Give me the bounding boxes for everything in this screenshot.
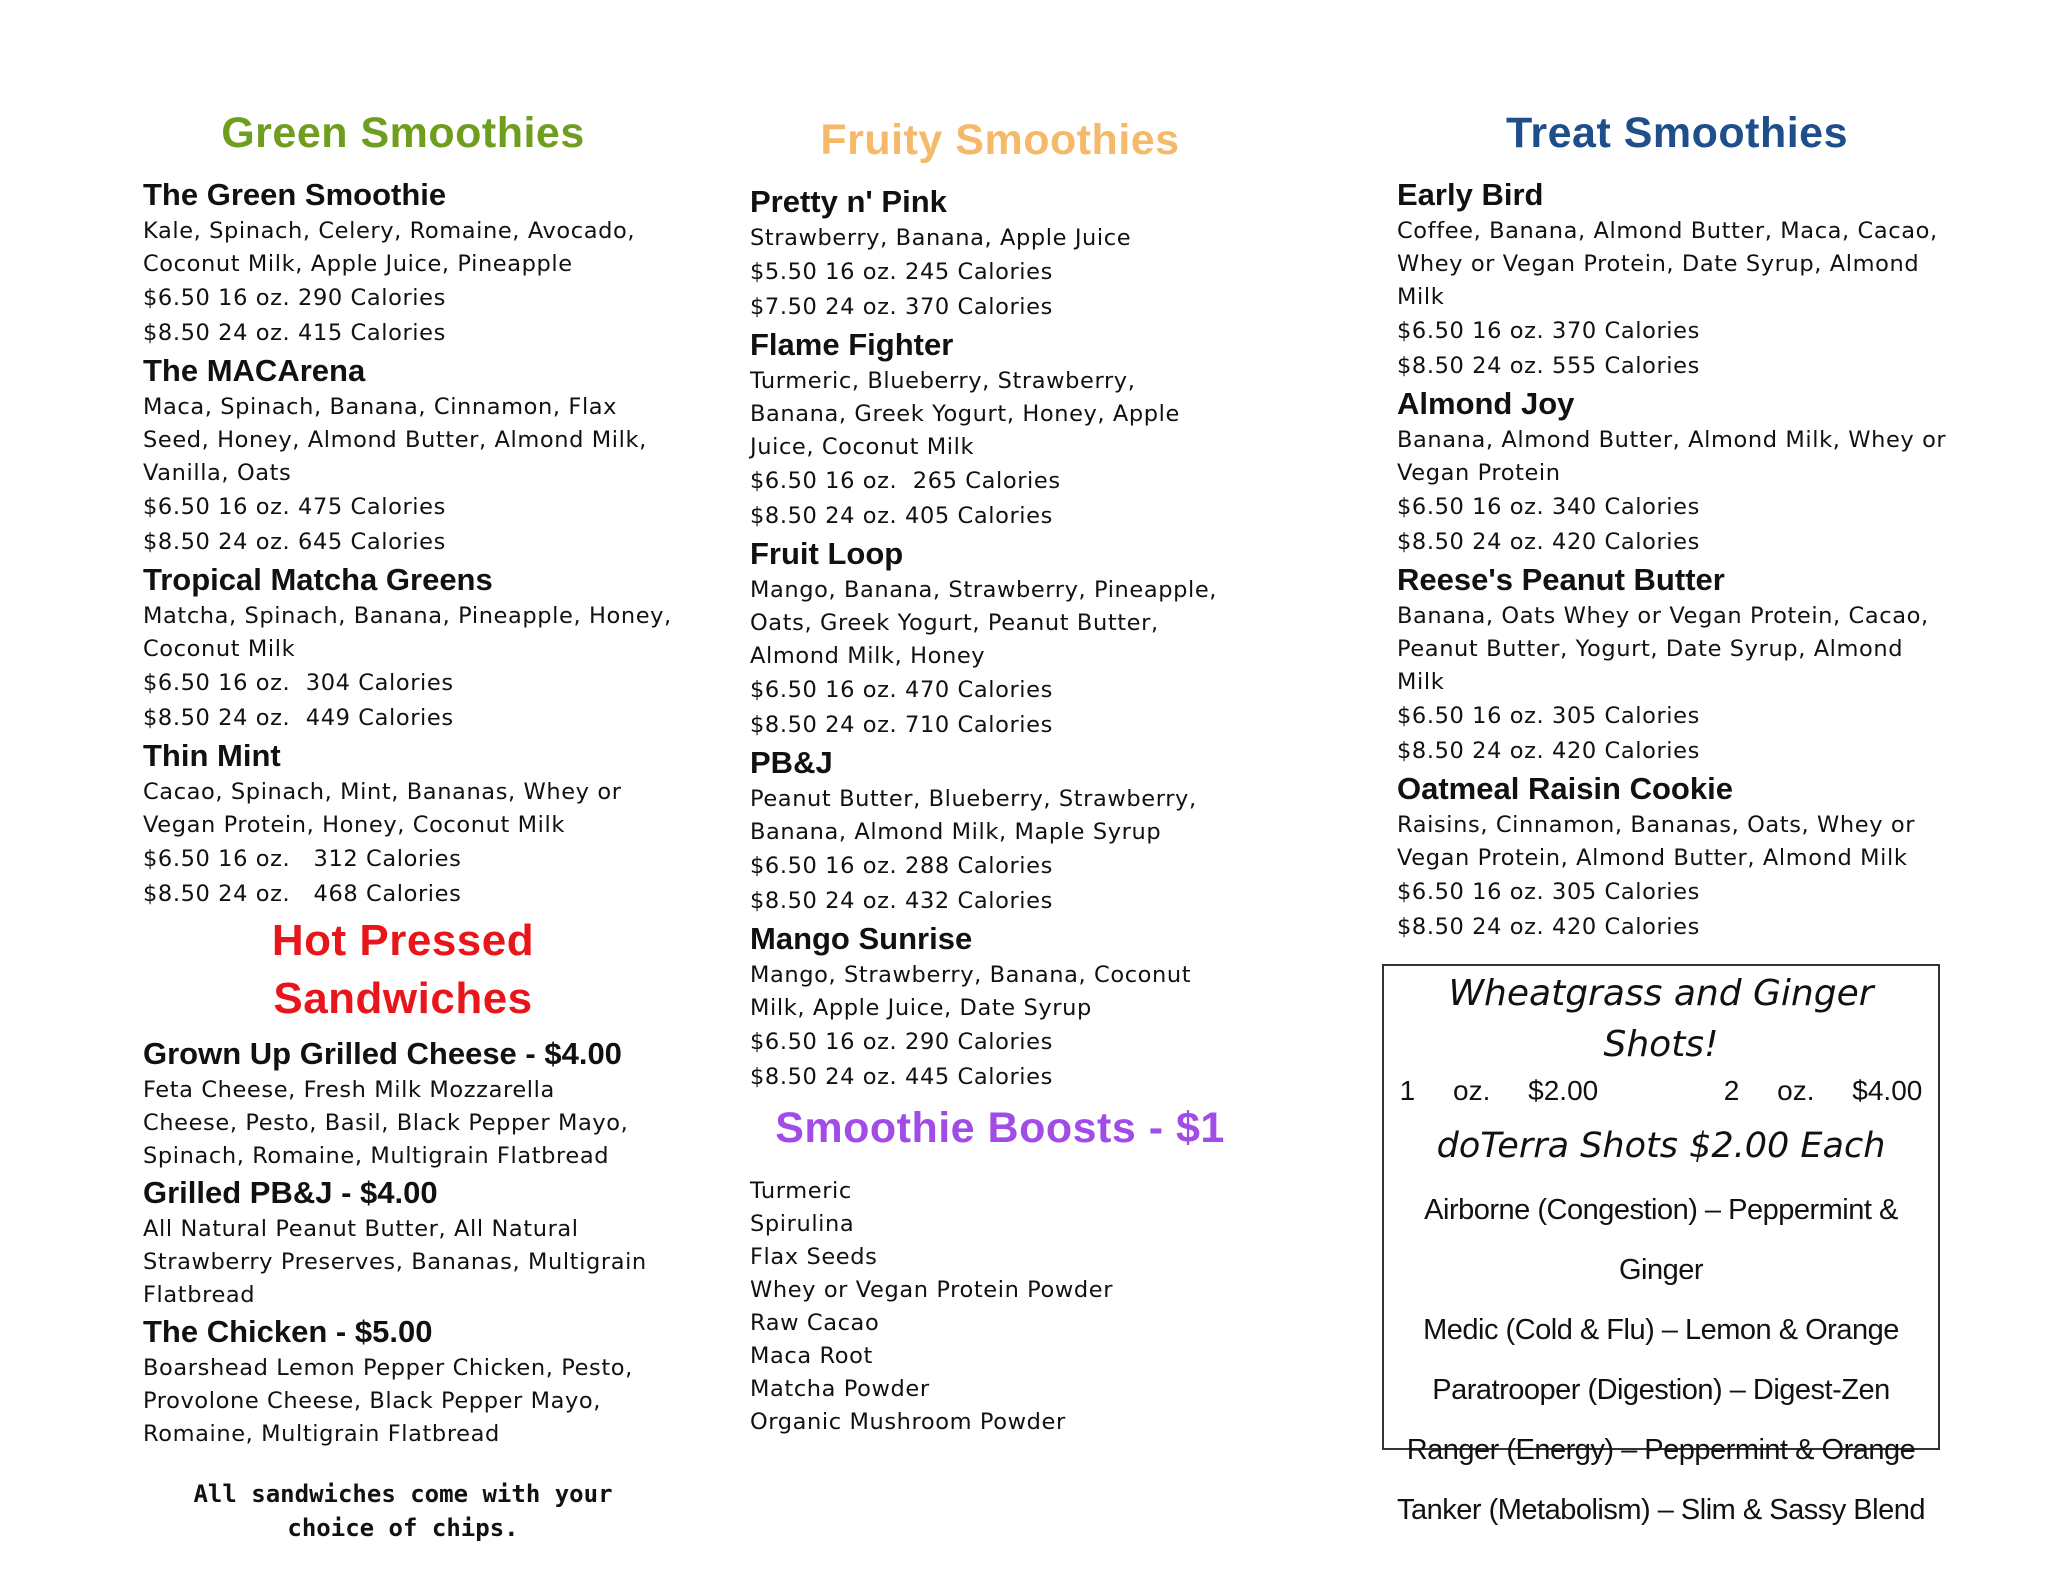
green-smoothies-title: Green Smoothies [221,109,585,157]
item-ingredients: Raisins, Cinnamon, Bananas, Oats, Whey or [1397,812,1916,838]
price-1oz: 1 oz. $2.00 [1399,1075,1599,1106]
note-line: choice of chips. [287,1514,519,1542]
item-price: $6.50 16 oz. 312 Calories [143,846,462,872]
menu-item [1397,769,1997,945]
sandwiches-title: Hot Pressed Sandwiches [271,916,535,1023]
shots-box [1382,964,1940,1526]
item-price: $6.50 16 oz. 370 Calories [1397,318,1700,344]
item-ingredients: Milk [1397,669,1445,695]
item-ingredients: Romaine, Multigrain Flatbread [143,1421,500,1447]
item-price: $8.50 24 oz. 710 Calories [750,712,1053,738]
item-ingredients: Flatbread [143,1282,256,1308]
doterra-item: Paratrooper (Digestion) – Digest-Zen [1432,1374,1890,1406]
item-ingredients: Milk, Apple Juice, Date Syrup [750,995,1092,1021]
menu-item [1397,560,1997,769]
menu-item [750,182,1340,325]
item-ingredients: Strawberry Preserves, Bananas, Multigrain [143,1249,647,1275]
item-price: $8.50 24 oz. 405 Calories [750,503,1053,529]
item-name: Thin Mint [143,738,281,773]
item-ingredients: Juice, Coconut Milk [750,434,975,460]
item-price: $6.50 16 oz. 265 Calories [750,468,1061,494]
item-ingredients: Provolone Cheese, Black Pepper Mayo, [143,1388,602,1414]
boosts-list [750,1175,1340,1439]
item-name: Tropical Matcha Greens [143,562,493,597]
item-name: Mango Sunrise [750,921,973,956]
sandwiches-list [143,1034,703,1451]
item-ingredients: Maca, Spinach, Banana, Cinnamon, Flax [143,394,618,420]
doterra-item: Tanker (Metabolism) – Slim & Sassy Blend [1397,1494,1925,1526]
item-ingredients: Peanut Butter, Blueberry, Strawberry, [750,786,1197,812]
item-price: $6.50 16 oz. 290 Calories [750,1029,1053,1055]
item-price: $6.50 16 oz. 470 Calories [750,677,1053,703]
item-name: Oatmeal Raisin Cookie [1397,771,1733,806]
item-name: Fruit Loop [750,536,904,571]
item-price: $8.50 24 oz. 445 Calories [750,1064,1053,1090]
item-ingredients: Matcha, Spinach, Banana, Pineapple, Honey, [143,603,672,629]
note-line: All sandwiches come with your [193,1480,613,1508]
menu-item [750,919,1340,1095]
item-ingredients: Mango, Banana, Strawberry, Pineapple, [750,577,1218,603]
boost-item: Spirulina [750,1211,855,1237]
boost-item: Whey or Vegan Protein Powder [750,1277,1114,1303]
menu-item [143,1034,703,1173]
item-price: $7.50 24 oz. 370 Calories [750,294,1053,320]
menu-item [750,325,1340,534]
item-ingredients: Coconut Milk [143,636,296,662]
item-price: $8.50 24 oz. 432 Calories [750,888,1053,914]
boosts-title: Smoothie Boosts - $1 [775,1104,1225,1152]
boost-item: Flax Seeds [750,1244,878,1270]
doterra-item: Ranger (Energy) – Peppermint & Orange [1406,1434,1916,1466]
menu-item [750,534,1340,743]
doterra-title: doTerra Shots $2.00 Each [1436,1126,1886,1166]
fruity-smoothies-list [750,182,1340,1095]
item-price: $6.50 16 oz. 305 Calories [1397,703,1700,729]
item-price: $6.50 16 oz. 475 Calories [143,494,446,520]
green-smoothies-column [143,0,703,1545]
item-ingredients: Vegan Protein, Almond Butter, Almond Milk [1397,845,1908,871]
item-price: $8.50 24 oz. 645 Calories [143,529,446,555]
sandwich-note [143,1477,663,1545]
item-ingredients: Banana, Oats Whey or Vegan Protein, Cacao, [1397,603,1929,629]
item-ingredients: Cacao, Spinach, Mint, Bananas, Whey or [143,779,622,805]
wheatgrass-prices [1384,1070,1938,1112]
item-name: The Green Smoothie [143,177,447,212]
item-ingredients: Vegan Protein, Honey, Coconut Milk [143,812,566,838]
menu-item [143,560,703,736]
item-price: $5.50 16 oz. 245 Calories [750,259,1053,285]
item-price: $8.50 24 oz. 468 Calories [143,881,462,907]
menu-item [1397,384,1997,560]
item-ingredients: Turmeric, Blueberry, Strawberry, [750,368,1136,394]
item-ingredients: Cheese, Pesto, Basil, Black Pepper Mayo, [143,1110,629,1136]
menu-item [143,1173,703,1312]
item-price: $6.50 16 oz. 304 Calories [143,670,454,696]
item-ingredients: Spinach, Romaine, Multigrain Flatbread [143,1143,610,1169]
item-price: $6.50 16 oz. 290 Calories [143,285,446,311]
boost-item: Turmeric [750,1178,852,1204]
menu-item [143,736,703,912]
item-price: $8.50 24 oz. 420 Calories [1397,914,1700,940]
item-name: The MACArena [143,353,366,388]
item-name: Flame Fighter [750,327,954,362]
item-ingredients: Strawberry, Banana, Apple Juice [750,225,1132,251]
item-ingredients: Coffee, Banana, Almond Butter, Maca, Cacao, [1397,218,1938,244]
menu-item [750,743,1340,919]
item-price: $8.50 24 oz. 555 Calories [1397,353,1700,379]
wheatgrass-title: Shots! [1603,1024,1719,1065]
item-price: $8.50 24 oz. 449 Calories [143,705,454,731]
item-name: Grilled PB&J - $4.00 [143,1175,438,1210]
item-name: Early Bird [1397,177,1544,212]
item-ingredients: Coconut Milk, Apple Juice, Pineapple [143,251,573,277]
boost-item: Organic Mushroom Powder [750,1409,1066,1435]
item-ingredients: Banana, Almond Milk, Maple Syrup [750,819,1162,845]
fruity-smoothies-column [750,0,1340,1439]
item-ingredients: Mango, Strawberry, Banana, Coconut [750,962,1192,988]
item-price: $8.50 24 oz. 420 Calories [1397,738,1700,764]
item-ingredients: Almond Milk, Honey [750,643,986,669]
item-ingredients: Seed, Honey, Almond Butter, Almond Milk, [143,427,647,453]
boost-item: Raw Cacao [750,1310,880,1336]
item-price: $6.50 16 oz. 288 Calories [750,853,1053,879]
menu-item [143,351,703,560]
item-ingredients: Feta Cheese, Fresh Milk Mozzarella [143,1077,555,1103]
menu-item [143,1312,703,1451]
item-ingredients: All Natural Peanut Butter, All Natural [143,1216,579,1242]
price-2oz: 2 oz. $4.00 [1723,1075,1923,1106]
item-ingredients: Vegan Protein [1397,460,1561,486]
green-smoothies-list [143,175,703,912]
doterra-item: Medic (Cold & Flu) – Lemon & Orange [1423,1314,1899,1346]
fruity-smoothies-title: Fruity Smoothies [820,116,1180,164]
treat-smoothies-title: Treat Smoothies [1505,109,1849,157]
boost-item: Matcha Powder [750,1376,930,1402]
menu-item [143,175,703,351]
wheatgrass-title: Wheatgrass and Ginger [1448,973,1874,1014]
menu-item [1397,175,1997,384]
treat-smoothies-list [1397,175,1997,945]
treat-smoothies-column [1397,0,1997,945]
boost-item: Maca Root [750,1343,873,1369]
doterra-item: Airborne (Congestion) – Peppermint & Ginger [1424,1194,1898,1286]
item-price: $6.50 16 oz. 305 Calories [1397,879,1700,905]
item-ingredients: Whey or Vegan Protein, Date Syrup, Almond [1397,251,1920,277]
item-name: Reese's Peanut Butter [1397,562,1725,597]
item-ingredients: Peanut Butter, Yogurt, Date Syrup, Almond [1397,636,1904,662]
item-name: The Chicken - $5.00 [143,1314,433,1349]
item-name: Pretty n' Pink [750,184,947,219]
item-price: $6.50 16 oz. 340 Calories [1397,494,1700,520]
item-ingredients: Banana, Almond Butter, Almond Milk, Whey or [1397,427,1947,453]
item-ingredients: Banana, Greek Yogurt, Honey, Apple [750,401,1180,427]
item-ingredients: Oats, Greek Yogurt, Peanut Butter, [750,610,1159,636]
item-price: $8.50 24 oz. 420 Calories [1397,529,1700,555]
item-ingredients: Boarshead Lemon Pepper Chicken, Pesto, [143,1355,633,1381]
item-price: $8.50 24 oz. 415 Calories [143,320,446,346]
item-ingredients: Milk [1397,284,1445,310]
item-name: Grown Up Grilled Cheese - $4.00 [143,1036,622,1071]
item-ingredients: Kale, Spinach, Celery, Romaine, Avocado, [143,218,636,244]
item-ingredients: Vanilla, Oats [143,460,292,486]
item-name: Almond Joy [1397,386,1575,421]
item-name: PB&J [750,745,833,780]
